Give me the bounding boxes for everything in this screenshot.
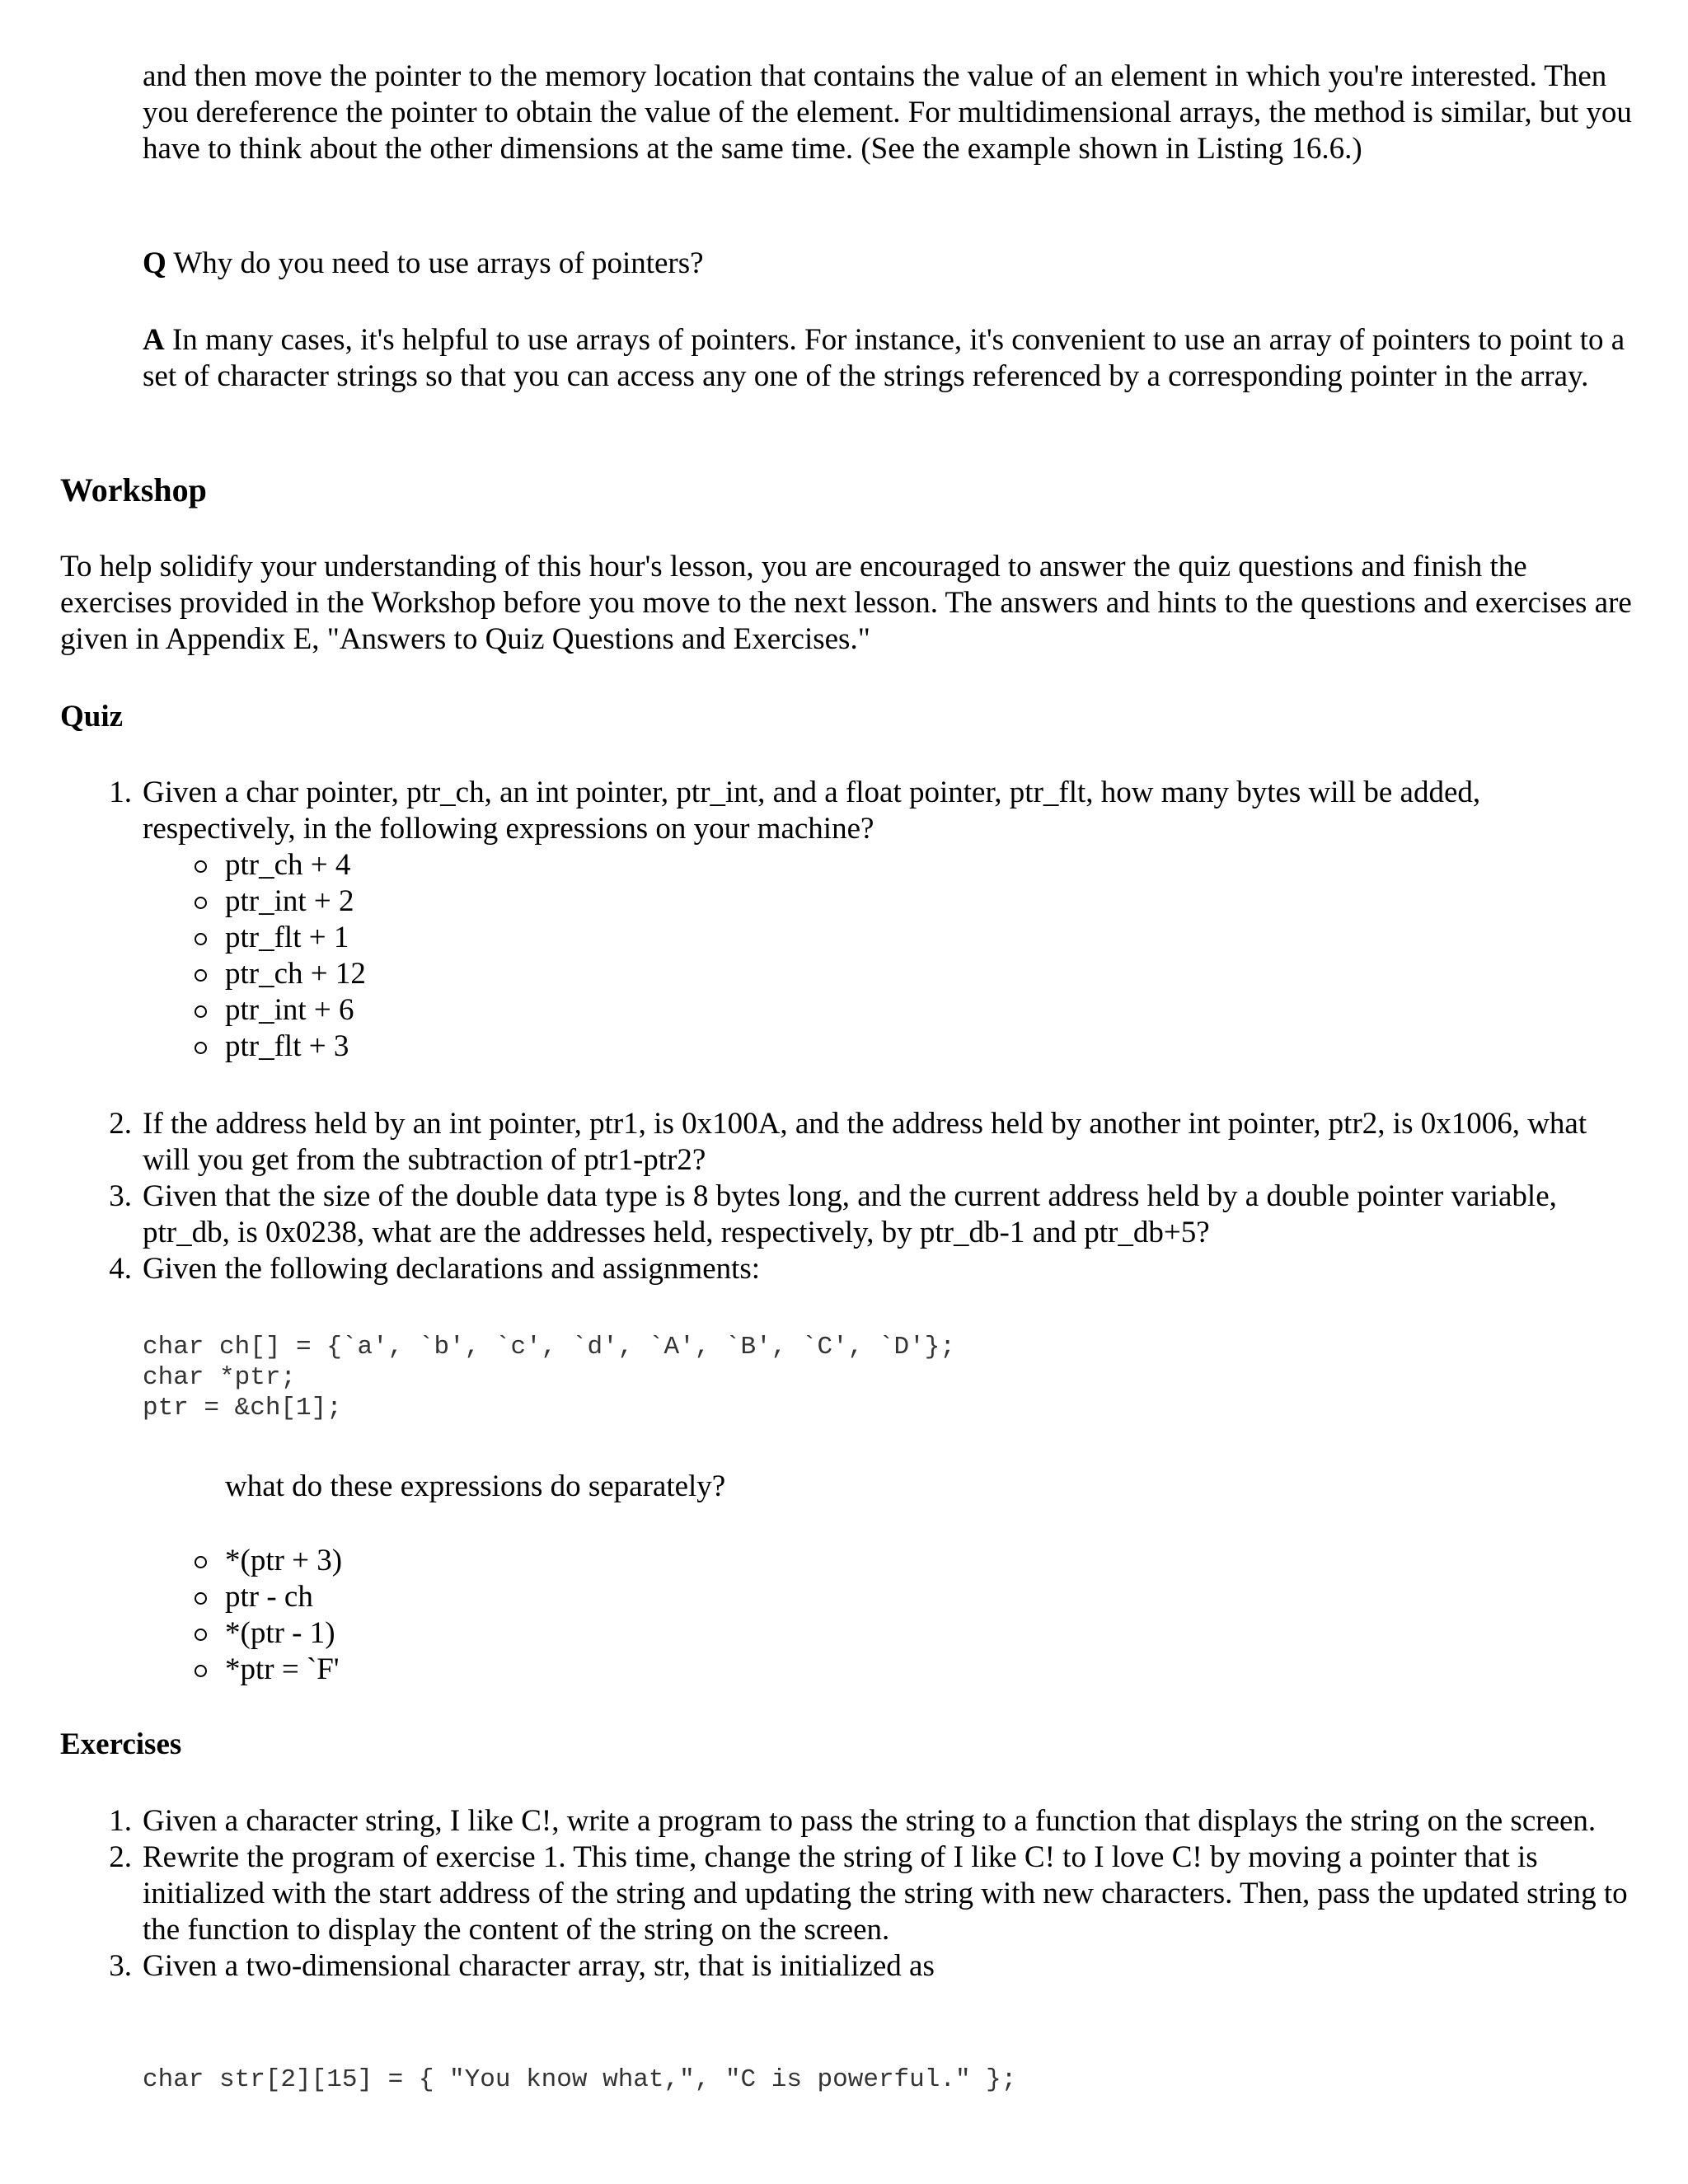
- quiz-item-number: 4.: [109, 1252, 132, 1286]
- exercise-item-3: [109, 1948, 1634, 1985]
- expression-item: ptr_int + 6: [143, 992, 1634, 1029]
- exercise-item-1: [109, 1803, 1634, 1840]
- exercise-item-number: 1.: [109, 1804, 132, 1838]
- quiz-item-1: [109, 775, 1634, 1065]
- exercise-item-number: 2.: [109, 1840, 132, 1874]
- exercise-item-text: Rewrite the program of exercise 1. This time, change the string of I like C! to I love C! by moving a pointer that is initialized with the start address of the string and updating the string with new characters. Then, pass the updated string to the function to display the content of the string on the screen.: [143, 1840, 1628, 1947]
- quiz-list-q1: [109, 775, 1634, 1065]
- quiz-q4-prompt: what do these expressions do separately?: [225, 1469, 726, 1503]
- quiz-item-2: [109, 1106, 1634, 1179]
- expression-item: ptr_flt + 1: [143, 920, 1634, 956]
- quiz-list-q2-q4: [109, 1106, 1634, 1287]
- expression-item: ptr_flt + 3: [143, 1029, 1634, 1065]
- quiz-item-4: [109, 1251, 1634, 1287]
- quiz-item-text: Given that the size of the double data type is 8 bytes long, and the current address held by a double pointer variable, ptr_db, is 0x0238, what are the addresses held, respectively, by ptr_db-1 and ptr_db+5?: [143, 1179, 1557, 1249]
- workshop-intro: To help solidify your understanding of this hour's lesson, you are encouraged to answer the quiz questions and finish the exercises provided in the Workshop before you move to the next lesson. The answers and hints to the questions and exercises are given in Appendix E, "Answers to Quiz Questions and Exercises.": [60, 550, 1632, 656]
- quiz-q1-expressions: [143, 847, 1634, 1065]
- exercises-heading: Exercises: [60, 1727, 182, 1761]
- expression-item: ptr_int + 2: [143, 883, 1634, 920]
- expression-item: ptr_ch + 12: [143, 956, 1634, 992]
- a-label: A: [143, 323, 165, 357]
- q-label: Q: [143, 246, 166, 280]
- exercise-item-text: Given a two-dimensional character array, str, that is initialized as: [143, 1949, 935, 1983]
- expression-item: ptr - ch: [143, 1579, 967, 1615]
- quiz-item-number: 2.: [109, 1107, 132, 1141]
- quiz-item-number: 3.: [109, 1179, 132, 1213]
- quiz-item-text: If the address held by an int pointer, ptr1, is 0x100A, and the address held by another int pointer, ptr2, is 0x1006, what will you get from the subtraction of ptr1-ptr2?: [143, 1107, 1587, 1177]
- quiz-item-text: Given a char pointer, ptr_ch, an int pointer, ptr_int, and a float pointer, ptr_flt, how many bytes will be added, respectively, in the following expressions on your machine?: [143, 776, 1481, 846]
- quiz-item-number: 1.: [109, 776, 132, 809]
- qa-question: [143, 246, 1634, 282]
- exercise-e3-code: char str[2][15] = { "You know what,", "C is powerful." };: [143, 2065, 1017, 2094]
- expression-item: *ptr = `F': [143, 1652, 967, 1688]
- intro-paragraph: and then move the pointer to the memory location that contains the value of an element in which you're interested. Then you dereference the pointer to obtain the value of the element. For multidimensional arrays, the method is similar, but you have to think about the other dimensions at the same time. (See the example shown in Listing 16.6.): [143, 59, 1632, 166]
- exercises-list: [109, 1803, 1634, 1985]
- expression-item: ptr_ch + 4: [143, 847, 1634, 883]
- expression-item: *(ptr - 1): [143, 1615, 967, 1652]
- expression-item: *(ptr + 3): [143, 1543, 967, 1579]
- exercise-item-text: Given a character string, I like C!, write a program to pass the string to a function that displays the string on the screen.: [143, 1804, 1597, 1838]
- quiz-item-text: Given the following declarations and assignments:: [143, 1252, 761, 1286]
- question-text: Why do you need to use arrays of pointers?: [166, 246, 704, 280]
- qa-answer: [143, 322, 1634, 395]
- workshop-heading: Workshop: [60, 471, 207, 509]
- quiz-q4-code: char ch[] = {`a', `b', `c', `d', `A', `B', `C', `D'}; char *ptr; ptr = &ch[1];: [143, 1333, 955, 1422]
- quiz-q4-expressions: [143, 1543, 967, 1688]
- answer-text: In many cases, it's helpful to use arrays of pointers. For instance, it's convenient to use an array of pointers to point to a set of character strings so that you can access any one of the strings referenced by a corresponding pointer in the array.: [143, 323, 1625, 393]
- quiz-item-3: [109, 1179, 1634, 1251]
- exercise-item-2: [109, 1840, 1634, 1948]
- exercise-item-number: 3.: [109, 1949, 132, 1983]
- quiz-heading: Quiz: [60, 700, 124, 733]
